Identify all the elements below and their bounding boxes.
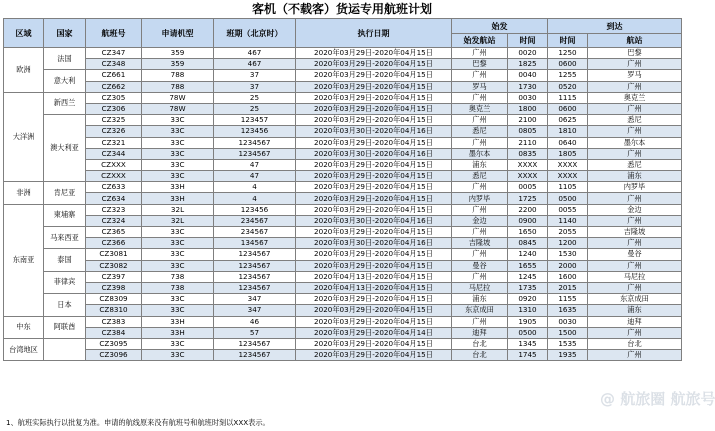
schedule-days: 1234567: [214, 338, 296, 349]
arr-airport: 广州: [588, 260, 682, 271]
flight-number: CZ661: [86, 70, 142, 81]
aircraft-type: 788: [142, 81, 214, 92]
arr-time: 1530: [548, 249, 588, 260]
table-row: [4, 294, 682, 305]
arr-airport: 迪拜: [588, 316, 682, 327]
table-row: [4, 350, 682, 361]
flight-number: CZXXX: [86, 159, 142, 170]
schedule-days: 4: [214, 193, 296, 204]
arr-time: 1810: [548, 126, 588, 137]
header-arr-airport: 航站: [588, 34, 682, 48]
date-range: 2020年03月29日-2020年04月15日: [296, 81, 452, 92]
date-range: 2020年03月29日-2020年04月15日: [296, 182, 452, 193]
date-range: 2020年03月30日-2020年04月16日: [296, 215, 452, 226]
table-row: [4, 182, 682, 193]
arr-airport: 墨尔本: [588, 137, 682, 148]
date-range: 2020年03月29日-2020年04月15日: [296, 171, 452, 182]
arr-time: 0600: [548, 103, 588, 114]
flight-number: CZXXX: [86, 171, 142, 182]
schedule-days: 1234567: [214, 249, 296, 260]
arr-airport: 东京成田: [588, 294, 682, 305]
table-row: [4, 227, 682, 238]
aircraft-type: 33C: [142, 238, 214, 249]
arr-time: 1535: [548, 338, 588, 349]
arr-airport: 悉尼: [588, 159, 682, 170]
schedule-days: 123456: [214, 126, 296, 137]
arr-airport: 台北: [588, 338, 682, 349]
header-flight: 航班号: [86, 19, 142, 48]
aircraft-type: 359: [142, 59, 214, 70]
flight-number: CZ326: [86, 126, 142, 137]
dep-airport: 浦东: [452, 294, 508, 305]
header-departure: 始发: [452, 19, 548, 34]
aircraft-type: 33C: [142, 227, 214, 238]
dep-time: 1905: [508, 316, 548, 327]
header-country: 国家: [44, 19, 86, 48]
arr-time: XXXX: [548, 171, 588, 182]
date-range: 2020年03月29日-2020年04月15日: [296, 103, 452, 114]
arr-airport: 广州: [588, 81, 682, 92]
aircraft-type: 33C: [142, 260, 214, 271]
schedule-days: 47: [214, 171, 296, 182]
schedule-days: 4: [214, 182, 296, 193]
dep-time: 0835: [508, 148, 548, 159]
arr-airport: 广州: [588, 215, 682, 226]
dep-airport: 广州: [452, 70, 508, 81]
flight-schedule-table: [3, 18, 682, 361]
dep-airport: 广州: [452, 316, 508, 327]
schedule-days: 123456: [214, 204, 296, 215]
dep-time: 1800: [508, 103, 548, 114]
aircraft-type: 33H: [142, 182, 214, 193]
aircraft-type: 78W: [142, 103, 214, 114]
dep-time: 1730: [508, 81, 548, 92]
arr-time: 1140: [548, 215, 588, 226]
arr-airport: 浦东: [588, 171, 682, 182]
arr-time: 1935: [548, 350, 588, 361]
schedule-days: 37: [214, 81, 296, 92]
arr-time: 0055: [548, 204, 588, 215]
arr-time: 0625: [548, 115, 588, 126]
table-row: [4, 115, 682, 126]
aircraft-type: 33H: [142, 316, 214, 327]
dep-airport: 曼谷: [452, 260, 508, 271]
arr-airport: 广州: [588, 126, 682, 137]
schedule-days: 467: [214, 48, 296, 59]
arr-time: 0640: [548, 137, 588, 148]
schedule-days: 347: [214, 305, 296, 316]
table-body: [4, 48, 682, 361]
arr-airport: 奥克兰: [588, 92, 682, 103]
dep-time: 2100: [508, 115, 548, 126]
arr-airport: 吉隆坡: [588, 227, 682, 238]
arr-airport: 巴黎: [588, 48, 682, 59]
header-dep-airport: 始发航站: [452, 34, 508, 48]
table-row: [4, 271, 682, 282]
dep-airport: 台北: [452, 338, 508, 349]
date-range: 2020年03月29日-2020年04月14日: [296, 327, 452, 338]
arr-airport: 悉尼: [588, 115, 682, 126]
country-cell: 柬埔寨: [44, 204, 86, 226]
country-cell: 马来西亚: [44, 227, 86, 249]
region-cell: 东南亚: [4, 204, 44, 316]
dep-airport: 悉尼: [452, 171, 508, 182]
table-row: [4, 327, 682, 338]
flight-number: CZ347: [86, 48, 142, 59]
aircraft-type: 33H: [142, 193, 214, 204]
table-row: [4, 193, 682, 204]
schedule-days: 1234567: [214, 282, 296, 293]
aircraft-type: 33C: [142, 137, 214, 148]
schedule-days: 1234567: [214, 148, 296, 159]
date-range: 2020年03月29日-2020年04月15日: [296, 204, 452, 215]
arr-time: 1500: [548, 327, 588, 338]
region-cell: 中东: [4, 316, 44, 338]
header-arr-time: 时间: [548, 34, 588, 48]
schedule-days: 1234567: [214, 350, 296, 361]
flight-number: CZ323: [86, 204, 142, 215]
schedule-days: 123457: [214, 115, 296, 126]
arr-time: 1805: [548, 148, 588, 159]
date-range: 2020年03月30日-2020年04月16日: [296, 126, 452, 137]
dep-time: 0500: [508, 327, 548, 338]
arr-time: XXXX: [548, 159, 588, 170]
date-range: 2020年03月29日-2020年04月15日: [296, 338, 452, 349]
arr-time: 1155: [548, 294, 588, 305]
aircraft-type: 738: [142, 282, 214, 293]
date-range: 2020年03月29日-2020年04月15日: [296, 249, 452, 260]
flight-number: CZ3096: [86, 350, 142, 361]
dep-airport: 浦东: [452, 159, 508, 170]
date-range: 2020年03月29日-2020年04月15日: [296, 193, 452, 204]
date-range: 2020年03月29日-2020年04月15日: [296, 294, 452, 305]
dep-airport: 广州: [452, 271, 508, 282]
flight-number: CZ662: [86, 81, 142, 92]
dep-airport: 吉隆坡: [452, 238, 508, 249]
dep-airport: 广州: [452, 115, 508, 126]
region-cell: 大洋洲: [4, 92, 44, 182]
aircraft-type: 33C: [142, 148, 214, 159]
arr-airport: 广州: [588, 282, 682, 293]
country-cell: 法国: [44, 48, 86, 70]
date-range: 2020年03月29日-2020年04月15日: [296, 92, 452, 103]
table-row: [4, 103, 682, 114]
arr-time: 2055: [548, 227, 588, 238]
dep-time: 1655: [508, 260, 548, 271]
header-arrival: 到达: [548, 19, 682, 34]
dep-time: 1310: [508, 305, 548, 316]
dep-time: 1725: [508, 193, 548, 204]
table-row: [4, 70, 682, 81]
flight-number: CZ3082: [86, 260, 142, 271]
date-range: 2020年03月30日-2020年04月16日: [296, 148, 452, 159]
flight-number: CZ3081: [86, 249, 142, 260]
schedule-days: 1234567: [214, 137, 296, 148]
arr-airport: 广州: [588, 350, 682, 361]
region-cell: 台湾地区: [4, 338, 44, 360]
schedule-days: 57: [214, 327, 296, 338]
dep-time: 0805: [508, 126, 548, 137]
table-row: [4, 238, 682, 249]
date-range: 2020年03月29日-2020年04月15日: [296, 159, 452, 170]
table-row: [4, 148, 682, 159]
flight-number: CZ397: [86, 271, 142, 282]
arr-airport: 广州: [588, 103, 682, 114]
table-row: [4, 92, 682, 103]
table-row: [4, 159, 682, 170]
dep-airport: 迪拜: [452, 327, 508, 338]
flight-number: CZ3095: [86, 338, 142, 349]
country-cell: 新西兰: [44, 92, 86, 114]
schedule-days: 1234567: [214, 271, 296, 282]
arr-time: 1255: [548, 70, 588, 81]
dep-time: 1735: [508, 282, 548, 293]
dep-airport: 东京成田: [452, 305, 508, 316]
dep-airport: 广州: [452, 48, 508, 59]
schedule-days: 37: [214, 70, 296, 81]
schedule-days: 47: [214, 159, 296, 170]
aircraft-type: 33C: [142, 294, 214, 305]
arr-airport: 金边: [588, 204, 682, 215]
table-row: [4, 137, 682, 148]
country-cell: 菲律宾: [44, 271, 86, 293]
table-row: [4, 48, 682, 59]
flight-number: CZ398: [86, 282, 142, 293]
header-region: 区域: [4, 19, 44, 48]
arr-time: 0030: [548, 316, 588, 327]
arr-airport: 浦东: [588, 305, 682, 316]
dep-time: 0005: [508, 182, 548, 193]
dep-time: 0900: [508, 215, 548, 226]
dep-time: 1245: [508, 271, 548, 282]
table-row: [4, 81, 682, 92]
dep-time: 2200: [508, 204, 548, 215]
dep-airport: 内罗毕: [452, 193, 508, 204]
footnote: 1、航班实际执行以批复为准。申请的航线原来没有航班号和航班时刻以XXX表示。: [6, 418, 270, 427]
schedule-days: 25: [214, 103, 296, 114]
region-cell: 非洲: [4, 182, 44, 204]
header-schedule: 班期（北京时）: [214, 19, 296, 48]
dep-airport: 广州: [452, 227, 508, 238]
aircraft-type: 738: [142, 271, 214, 282]
arr-time: 0600: [548, 59, 588, 70]
date-range: 2020年03月29日-2020年04月15日: [296, 70, 452, 81]
arr-time: 2000: [548, 260, 588, 271]
watermark: @ 航旅圈 航旅号: [600, 390, 715, 408]
aircraft-type: 32L: [142, 204, 214, 215]
flight-number: CZ633: [86, 182, 142, 193]
country-cell: 意大利: [44, 70, 86, 92]
table-row: [4, 59, 682, 70]
flight-number: CZ8310: [86, 305, 142, 316]
aircraft-type: 33C: [142, 338, 214, 349]
dep-time: 2110: [508, 137, 548, 148]
dep-time: 0845: [508, 238, 548, 249]
dep-time: XXXX: [508, 171, 548, 182]
dep-time: 1650: [508, 227, 548, 238]
dep-airport: 广州: [452, 92, 508, 103]
arr-airport: 罗马: [588, 70, 682, 81]
dep-airport: 悉尼: [452, 126, 508, 137]
country-cell: 澳大利亚: [44, 115, 86, 182]
aircraft-type: 33C: [142, 126, 214, 137]
flight-number: CZ306: [86, 103, 142, 114]
date-range: 2020年04月13日-2020年04月15日: [296, 271, 452, 282]
aircraft-type: 33C: [142, 249, 214, 260]
schedule-days: 134567: [214, 238, 296, 249]
date-range: 2020年03月29日-2020年04月15日: [296, 316, 452, 327]
dep-airport: 广州: [452, 249, 508, 260]
dep-airport: 罗马: [452, 81, 508, 92]
country-cell: 泰国: [44, 249, 86, 271]
aircraft-type: 359: [142, 48, 214, 59]
arr-time: 0500: [548, 193, 588, 204]
schedule-days: 234567: [214, 215, 296, 226]
flight-number: CZ321: [86, 137, 142, 148]
table-row: [4, 260, 682, 271]
table-row: [4, 204, 682, 215]
aircraft-type: 33H: [142, 327, 214, 338]
table-row: [4, 126, 682, 137]
arr-time: 1635: [548, 305, 588, 316]
table-row: [4, 171, 682, 182]
dep-time: 0920: [508, 294, 548, 305]
dep-time: XXXX: [508, 159, 548, 170]
header-dep-time: 时间: [508, 34, 548, 48]
date-range: 2020年03月29日-2020年04月15日: [296, 350, 452, 361]
table-row: [4, 282, 682, 293]
date-range: 2020年03月29日-2020年04月15日: [296, 260, 452, 271]
date-range: 2020年03月29日-2020年04月15日: [296, 59, 452, 70]
flight-number: CZ366: [86, 238, 142, 249]
region-cell: 欧洲: [4, 48, 44, 93]
flight-number: CZ365: [86, 227, 142, 238]
dep-time: 0020: [508, 48, 548, 59]
arr-airport: 广州: [588, 327, 682, 338]
dep-time: 0040: [508, 70, 548, 81]
schedule-days: 467: [214, 59, 296, 70]
schedule-days: 1234567: [214, 260, 296, 271]
date-range: 2020年03月29日-2020年04月15日: [296, 137, 452, 148]
dep-time: 0030: [508, 92, 548, 103]
schedule-days: 46: [214, 316, 296, 327]
country-cell: [44, 338, 86, 360]
arr-time: 1115: [548, 92, 588, 103]
header-aircraft: 申请机型: [142, 19, 214, 48]
dep-airport: 马尼拉: [452, 282, 508, 293]
flight-number: CZ384: [86, 327, 142, 338]
date-range: 2020年03月29日-2020年04月15日: [296, 305, 452, 316]
date-range: 2020年03月29日-2020年04月15日: [296, 227, 452, 238]
arr-time: 2015: [548, 282, 588, 293]
arr-airport: 广州: [588, 148, 682, 159]
flight-number: CZ305: [86, 92, 142, 103]
arr-time: 0520: [548, 81, 588, 92]
dep-airport: 巴黎: [452, 59, 508, 70]
arr-time: 1200: [548, 238, 588, 249]
table-row: [4, 305, 682, 316]
arr-time: 1600: [548, 271, 588, 282]
aircraft-type: 788: [142, 70, 214, 81]
aircraft-type: 33C: [142, 115, 214, 126]
flight-number: CZ348: [86, 59, 142, 70]
flight-number: CZ383: [86, 316, 142, 327]
table-row: [4, 338, 682, 349]
arr-time: 1250: [548, 48, 588, 59]
dep-time: 1240: [508, 249, 548, 260]
flight-number: CZ325: [86, 115, 142, 126]
arr-airport: 广州: [588, 238, 682, 249]
dep-airport: 墨尔本: [452, 148, 508, 159]
table-row: [4, 249, 682, 260]
aircraft-type: 33C: [142, 159, 214, 170]
country-cell: 肯尼亚: [44, 182, 86, 204]
dep-airport: 台北: [452, 350, 508, 361]
dep-airport: 金边: [452, 215, 508, 226]
arr-airport: 广州: [588, 193, 682, 204]
aircraft-type: 33C: [142, 350, 214, 361]
page-title: 客机（不载客）货运专用航班计划: [251, 2, 432, 16]
date-range: 2020年04月13日-2020年04月15日: [296, 282, 452, 293]
arr-airport: 马尼拉: [588, 271, 682, 282]
aircraft-type: 32L: [142, 215, 214, 226]
aircraft-type: 78W: [142, 92, 214, 103]
flight-number: CZ634: [86, 193, 142, 204]
table-row: [4, 316, 682, 327]
dep-time: 1825: [508, 59, 548, 70]
date-range: 2020年03月30日-2020年04月16日: [296, 238, 452, 249]
flight-number: CZ8309: [86, 294, 142, 305]
schedule-days: 234567: [214, 227, 296, 238]
dep-airport: 广州: [452, 137, 508, 148]
dep-time: 1345: [508, 338, 548, 349]
dep-airport: 广州: [452, 182, 508, 193]
header-dates: 执行日期: [296, 19, 452, 48]
dep-airport: 广州: [452, 204, 508, 215]
arr-airport: 广州: [588, 59, 682, 70]
dep-time: 1745: [508, 350, 548, 361]
schedule-days: 347: [214, 294, 296, 305]
country-cell: 日本: [44, 294, 86, 316]
date-range: 2020年03月29日-2020年04月15日: [296, 115, 452, 126]
aircraft-type: 33C: [142, 171, 214, 182]
flight-number: CZ344: [86, 148, 142, 159]
arr-airport: 内罗毕: [588, 182, 682, 193]
aircraft-type: 33C: [142, 305, 214, 316]
schedule-days: 25: [214, 92, 296, 103]
country-cell: 阿联酋: [44, 316, 86, 338]
dep-airport: 奥克兰: [452, 103, 508, 114]
arr-time: 1105: [548, 182, 588, 193]
date-range: 2020年03月29日-2020年04月15日: [296, 48, 452, 59]
table-row: [4, 215, 682, 226]
flight-number: CZ324: [86, 215, 142, 226]
arr-airport: 曼谷: [588, 249, 682, 260]
